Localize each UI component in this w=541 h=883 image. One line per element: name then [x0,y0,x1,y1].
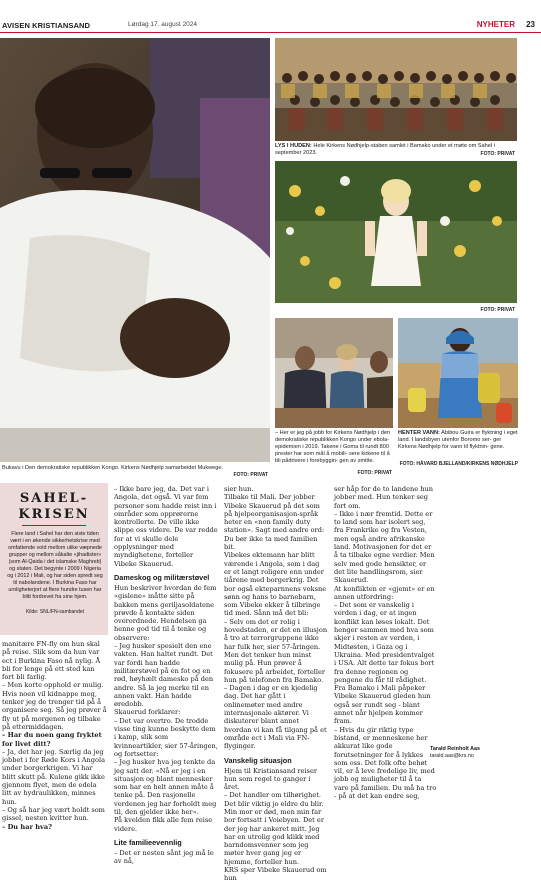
article-column-1 [2,640,108,831]
paragraph: manitære FN-fly om hun skal på reise. Slik som da hun var ect i Burkina Faso nå nylig. Å bli for lenge på ett sted kan fort bli farlig. [2,640,101,682]
paragraph: – Ja, det har jeg. Særlig da jeg jobbet i for Røde Kors i Angola under borgerkrigen. Vi har blitt skutt på. Kulene gikk ikke gjennom flyet, men de edela litt av hydraulikken, minnes hun. [2,747,106,806]
factbox-body: Flere land i Sahel har den siste tiden vært i en økende sikkerhetskrise med omfattende vold mellom ulike væpnede grupper og mellom såkalte «jihadister» (som Al-Qaida i det islamske Maghreb) og staten. Det begynte i 2009 i Nigeria og i 2012 i Mali, og har siden spredt seg til nabolandene. I Burkina Faso har uroligheterjort at flere hundre tusen har blitt fordrevet fra sine hjem. [7,531,103,600]
paragraph: – Det handler om tilhørighet. Det blir viktig jo eldre du blir. Min mor er død, men min far bor fortsatt i Voiebyen. Det er der jeg har ankeret mitt. Jeg har en utrolig god klikk med barndomsvenner som jeg møter hver gang jeg er hjemme, forteller hun. [224,791,324,866]
paragraph: Vibekes ektemann har blitt værende i Angola, som i dag er et langt roligere enn under tiårene med borgerkrig. Det bor også ekteparnnens voksne sønn og hans to barnebarn, som Vibeke ekker å tilbringe tid med. Sånn må det bli: [224,551,327,618]
paragraph: At konflikten er «gjemt» er en annen utfordring: [334,584,435,601]
byline-name: Tarald Reinholt Aas [430,746,481,752]
child-photo-credit: FOTO: PRIVAT [480,307,515,313]
byline-email: tarald.aas@krs.no [430,753,474,759]
water-photo [398,318,518,428]
byline [430,746,480,760]
main-photo-credit: FOTO: PRIVAT [233,472,268,478]
header-rule [0,32,541,33]
issue-date: Lørdag 17. august 2024 [128,21,198,28]
meeting-photo [275,318,393,428]
section-label: NYHETER [476,20,515,29]
meeting-caption-text: – Her er jeg på jobb for Kirkens Nødhjelp i den demokratiske republikken Kongo under ebola- epidemien i 2019. Takene i Goma til rundt 800 prester har som mål å mobili- sere kirkene til å bli pådrivere i forebyggin- gen av smitte. [275,430,391,464]
page-header [0,0,541,34]
main-portrait-photo [0,38,270,462]
factbox-source: Kilde: SNL/FN-sambandet [25,609,85,615]
paragraph: – Hvis du gir riktig type bistand, er menneskene her akkurat like gode forutsetninger for å lykkes som oss. Det folk ofte behøt vil, er å leve fredelige liv, med jobb og muligheter til å ta vare på familien. Du må ha tro - på at det kan endre seg, [334,725,437,800]
interview-question: – Har du noen gang fryktet for livet ditt? [2,731,102,748]
paragraph: Hun beskriver hvordan de fem «gislene» måtte sitte på bakken mens geriljasoldatene prøvde å kontakte siden overordnede. Hendelsen ga henne god tid til å tenke og observere: [114,583,217,642]
subheading: Vanskelig situasjon [224,755,292,765]
water-photo-credit: FOTO: HÅVARD BJELLAND/KIRKENS NØDHJELP [399,461,518,467]
paragraph: – Ikke bare jeg, da. Det var i Angola, det også. Vi var fem personer som hadde reist inn i områder som opprørerne kontrollerte. De ville ikke slippe oss videre. De var redde for at vi skulle dele opplysninger med myndighetene, forteller Vibeke Skauerud. [114,485,218,568]
water-caption-text: Abibou Guira er flyktning i eget land. I landsbyen utenfor Boromo ser- ger Kirkens Nødhjelp for vann til flyktnin- gene. [398,430,518,450]
paragraph: – Men korte opphold er mulig. Hvis noen vil kidnappe meg, tenker jeg de trenger tid på å organisere seg. Så jeg prøver å fly ut på morgenen og tilbake på ettermiddagen. [2,681,107,731]
water-photo-caption [398,430,518,451]
factbox-title-line2: KRISEN [18,507,90,522]
paragraph: Men det tenker hun minst mulig på. Hun prøver å fokusere på arbeidet, forteller hun på telefonen fra Bamako. [224,650,326,684]
page-number: 23 [526,20,535,29]
group-photo [275,38,517,141]
article-column-3 [224,485,328,883]
paragraph: Hjem til Kristiansand reiser hun som regel to ganger i året. [224,766,317,792]
group-photo-credit: FOTO: PRIVAT [480,151,515,157]
paragraph: sier hun. [224,485,254,493]
meeting-photo-caption [275,430,393,465]
child-garden-photo [275,161,517,303]
publication-name: AVISEN KRISTIANSAND [2,21,91,30]
paragraph: – Og så har jeg vært holdt som gissel, nesten kvitter hun. [2,805,105,823]
paragraph: Fra Bamako i Mali påpeker Vibeke Skauerud gleden hun også ser rundt seg - blant annet når hjelpen kommer fram. [334,684,431,726]
factbox-title-line1: SAHEL- [19,491,89,506]
paragraph: – Ikke i nær fremtid. Dette er to land som har isolert seg, fra Frankrike og fra Vesten, men også andre afrikanske land. Motivasjonen for det er å ta tilbake egne verdier. Men selv med gode hensikter, er det lite handlingsrom, sier Skauerud. [334,509,435,585]
paragraph: – Det som er vanskelig i verden i dag, er at ingen konflikt kan løses lokalt. Det henger sammen med hva som skjer i resten av verden, i Midtøsten, i Gaza og i Ukraina. Med presidentvalget i USA. Alt dette tar fokus bort fra denne regionen og pengene du får til rådighet. [334,601,435,684]
group-caption-label: LYS I HUDEN: [275,143,312,149]
paragraph: – Selv om det er rolig i hovedstaden, er det en illusjon å tro at terrorgruppene ikke har fulk her, sier 57-åringen. [224,617,328,651]
interview-question: – Du har hva? [2,822,52,831]
group-caption-text: Hele Kirkens Nødhjelp-staben samlet i Bamako under et møte om Sahel i september 2023. [275,143,495,156]
paragraph: Skauerud forklarer: [114,708,181,717]
main-photo-caption [2,465,270,472]
paragraph: – Jeg husker spesielt den ene vakten. Han haltet rundt. Det var fordi han hadde militærstøvel på én fot og en rød, høyhælt dameskо på den andre. Så la jeg merke til en annen vakt. Han hadde øredobb. [114,642,214,709]
water-caption-label: HENTER VANN: [398,430,440,436]
meeting-photo-credit: FOTO: PRIVAT [357,470,392,476]
article-column-2 [114,485,218,866]
paragraph: KRS sper Vibeke Skauerud om hun [224,866,327,883]
sahel-factbox [0,483,108,635]
paragraph: ser håp for de to landene hun jobber med. Hun tenker seg fort om. [334,485,434,510]
subheading: Dameskog og militærstøvel [114,572,210,582]
paragraph: – Det er nesten sånt jeg må le av nå, [114,848,214,866]
paragraph: – Jeg husker hva jeg tenkte da jeg satt der. «Nå er jeg i en situasjon og blant mennesker som har en helt annen måte å tenke på. Den rasjonelle verdenen jeg har forholdt meg til, den gjelder ikke her». [114,758,217,816]
main-caption-text: Bukavu i Den demokratiske republikken Kongo. Kirkens Nødhjelp samarbeidet Mukwege. [2,465,224,471]
paragraph: På kvelden fikk alle fem reise videre. [114,816,213,833]
subheading: Lite familieevennlig [114,837,182,847]
paragraph: – Det var overtro. De trodde visse ting kunne beskytte dem i kamp, slik som kvinneartikler, sier 57-åringen, og fortsetter: [114,716,218,758]
article-column-4 [334,485,437,800]
paragraph: Tilbake til Mali. Der jobber Vibeke Skauerud på det som på hjelpeorganisasjon-språk heter en «non family duty station». Sagt med andre ord: Du bør ikke ta med familien bit. [224,493,325,552]
paragraph: – Dagen i dag er en kjedelig dag. Det har gått i onlinemøter med andre internasjonale aktører. Vi diskuterer blant annet hvordan vi kan få tilgang på et område ect i Mali via FN-flyginger. [224,684,327,751]
factbox-divider [22,525,86,526]
